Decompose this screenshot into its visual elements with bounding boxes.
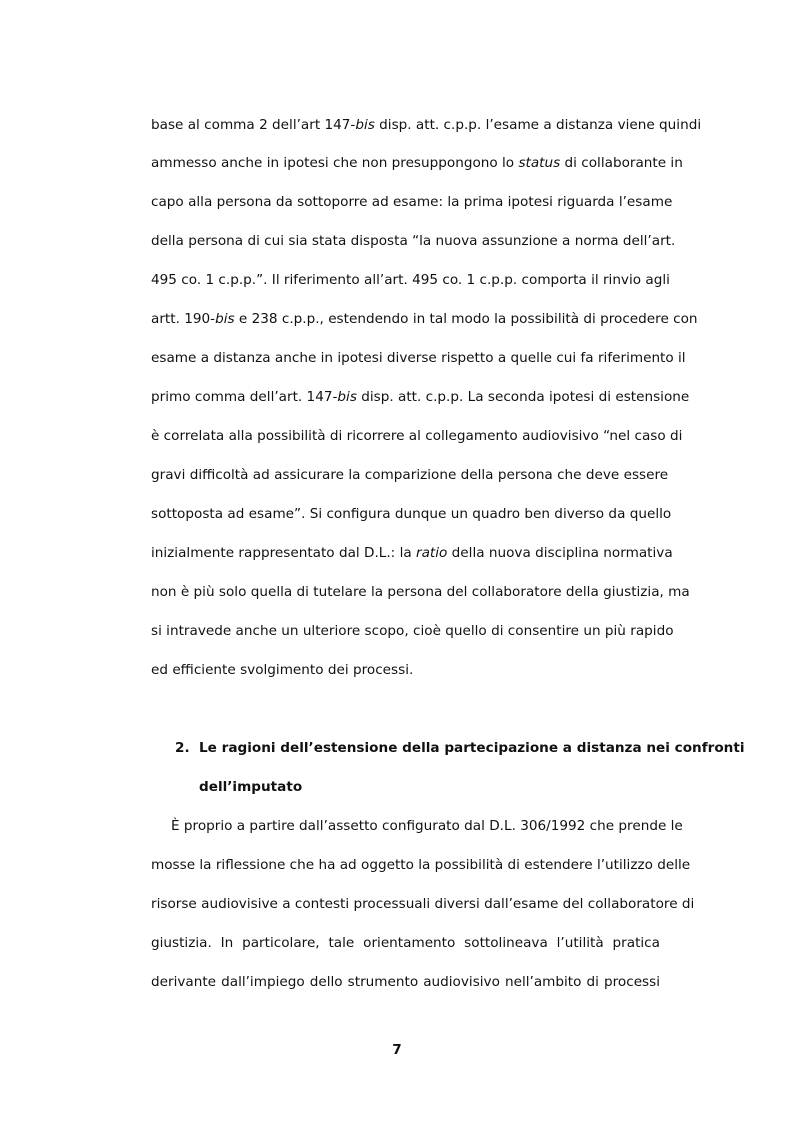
page-number: 7 <box>392 1042 402 1058</box>
text-line: inizialmente rappresentato dal D.L.: la ratio della nuova disciplina normativa <box>151 545 673 561</box>
text-line: artt. 190-bis e 238 c.p.p., estendendo in tal modo la possibilità di procedere con <box>151 311 698 327</box>
text-line: È proprio a partire dall’assetto configurato dal D.L. 306/1992 che prende le <box>171 818 683 834</box>
text-line: si intravede anche un ulteriore scopo, cioè quello di consentire un più rapido <box>151 623 674 639</box>
text-line: base al comma 2 dell’art 147-bis disp. att. c.p.p. l’esame a distanza viene quindi <box>151 117 702 133</box>
text-line: è correlata alla possibilità di ricorrere al collegamento audiovisivo “nel caso di <box>151 428 683 444</box>
text-line: risorse audiovisive a contesti processuali diversi dall’esame del collaboratore di <box>151 896 695 912</box>
section-title-line: Le ragioni dell’estensione della partecipazione a distanza nei confronti <box>199 740 745 756</box>
text-line: esame a distanza anche in ipotesi diverse rispetto a quelle cui fa riferimento il <box>151 350 686 366</box>
text-line: mosse la riflessione che ha ad oggetto la possibilità di estendere l’utilizzo delle <box>151 857 691 873</box>
section-number: 2. <box>175 740 190 756</box>
text-line: non è più solo quella di tutelare la persona del collaboratore della giustizia, ma <box>151 584 690 600</box>
text-line: capo alla persona da sottoporre ad esame: la prima ipotesi riguarda l’esame <box>151 194 673 210</box>
section-title-line: dell’imputato <box>199 779 303 795</box>
text-line: derivante dall’impiego dello strumento audiovisivo nell’ambito di processi <box>151 974 660 990</box>
text-line: 495 co. 1 c.p.p.”. Il riferimento all’art. 495 co. 1 c.p.p. comporta il rinvio agli <box>151 272 670 288</box>
text-line: ammesso anche in ipotesi che non presuppongono lo status di collaborante in <box>151 155 683 171</box>
text-line: gravi difficoltà ad assicurare la comparizione della persona che deve essere <box>151 467 669 483</box>
text-line: primo comma dell’art. 147-bis disp. att. c.p.p. La seconda ipotesi di estensione <box>151 389 690 405</box>
text-line: giustizia. In particolare, tale orientamento sottolineava l’utilità pratica <box>151 935 660 951</box>
text-line: della persona di cui sia stata disposta “la nuova assunzione a norma dell’art. <box>151 233 676 249</box>
text-line: sottoposta ad esame”. Si configura dunque un quadro ben diverso da quello <box>151 506 672 522</box>
text-line: ed efficiente svolgimento dei processi. <box>151 662 414 678</box>
